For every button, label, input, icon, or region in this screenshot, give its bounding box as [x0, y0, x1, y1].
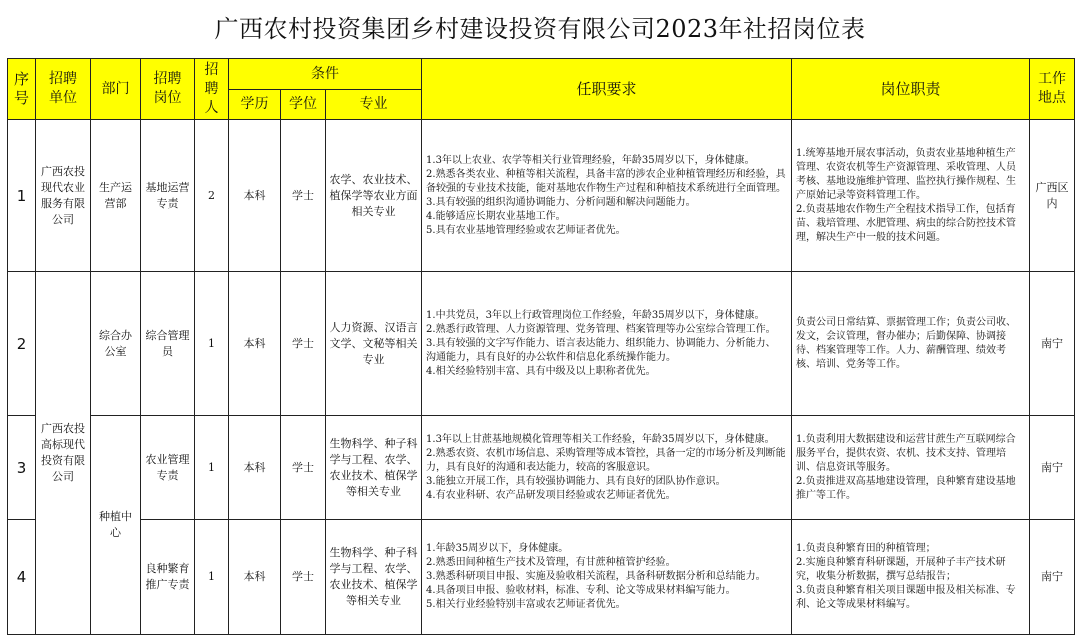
header-major: 专业	[326, 90, 422, 120]
education-cell: 本科	[229, 272, 281, 416]
degree-cell: 学士	[281, 520, 326, 635]
education-cell: 本科	[229, 416, 281, 520]
page-title: 广西农村投资集团乡村建设投资有限公司2023年社招岗位表	[214, 15, 866, 43]
major-cell: 生物科学、种子科学与工程、农学、农业技术、植保学等相关专业	[326, 520, 422, 635]
duties-cell: 1.统筹基地开展农事活动，负责农业基地种植生产管理、农资农机等生产资源管理、采收管理、人员考核、基地设施维护管理、监控执行操作规程、生产原始记录等资料管理工作。 2.负责基地农作物生产全程技术指导工作，包括育苗、栽培管理、水肥管理、病虫的综合防控技术管理，解决生产中一般的技术问题。	[792, 120, 1030, 272]
position-cell: 良种繁育推广专责	[141, 520, 195, 635]
header-unit: 招聘 单位	[36, 59, 91, 120]
dept-cell: 生产运营部	[91, 120, 141, 272]
recruitment-table	[7, 58, 1075, 635]
degree-cell: 学士	[281, 272, 326, 416]
duties-cell: 1.负责良种繁育田的种植管理； 2.实施良种繁育科研课题，开展种子丰产技术研究，收集分析数据，撰写总结报告； 3.负责良种繁育相关项目课题申报及相关标准、专利、论文等成果材料编写。	[792, 520, 1030, 635]
count-cell: 1	[195, 520, 229, 635]
count-cell: 1	[195, 272, 229, 416]
position-cell: 农业管理专责	[141, 416, 195, 520]
table-row	[8, 272, 1075, 416]
seq-cell: 4	[8, 520, 36, 635]
major-cell: 生物科学、种子科学与工程、农学、农业技术、植保学等相关专业	[326, 416, 422, 520]
unit-cell: 广西农投现代农业服务有限公司	[36, 120, 91, 272]
seq-cell: 2	[8, 272, 36, 416]
location-cell: 南宁	[1030, 416, 1075, 520]
education-cell: 本科	[229, 520, 281, 635]
header-count: 招 聘 人	[195, 59, 229, 120]
header-education: 学历	[229, 90, 281, 120]
requirements-cell: 1.3年以上农业、农学等相关行业管理经验，年龄35周岁以下，身体健康。 2.熟悉各类农业、种植等相关流程，具备丰富的涉农企业种植管理经历和经验，具备较强的专业技术技能，能对基地农作物生产过程和种植技术系统进行全面管理。 3.具有较强的组织沟通协调能力、分析问题和解决问题能力。 4.能够适应长期农业基地工作。 5.具有农业基地管理经验或农艺师证者优先。	[422, 120, 792, 272]
header-duties: 岗位职责	[792, 59, 1030, 120]
seq-cell: 3	[8, 416, 36, 520]
dept-cell: 种植中心	[91, 416, 141, 635]
count-cell: 2	[195, 120, 229, 272]
unit-cell: 广西农投高标现代投资有限公司	[36, 272, 91, 635]
requirements-cell: 1.中共党员，3年以上行政管理岗位工作经验，年龄35周岁以下，身体健康。 2.熟悉行政管理、人力资源管理、党务管理、档案管理等办公室综合管理工作。 3.具有较强的文字写作能力、语言表达能力、组织能力、协调能力、分析能力、 沟通能力，具有良好的办公软件和信息化系统操作能力。 4.相关经验特别丰富、具有中级及以上职称者优先。	[422, 272, 792, 416]
degree-cell: 学士	[281, 120, 326, 272]
duties-cell: 1.负责利用大数据建设和运营甘蔗生产互联网综合服务平台，提供农资、农机、技术支持、管理培训、信息资讯等服务。 2.负责推进双高基地建设管理，良种繁育建设基地推广等工作。	[792, 416, 1030, 520]
major-cell: 农学、农业技术、植保学等农业方面相关专业	[326, 120, 422, 272]
header-seq: 序 号	[8, 59, 36, 120]
table-row	[8, 120, 1075, 272]
header-degree: 学位	[281, 90, 326, 120]
table-row	[8, 416, 1075, 520]
degree-cell: 学士	[281, 416, 326, 520]
requirements-cell: 1.年龄35周岁以下，身体健康。 2.熟悉田间种植生产技术及管理，有甘蔗种植管护经验。 3.熟悉科研项目申报、实施及验收相关流程，具备科研数据分析和总结能力。 4.具备项目申报、验收材料，标准、专利、论文等成果材料编写能力。 5.相关行业经验特别丰富或农艺师证者优先。	[422, 520, 792, 635]
header-position: 招聘 岗位	[141, 59, 195, 120]
seq-cell: 1	[8, 120, 36, 272]
location-cell: 广西区内	[1030, 120, 1075, 272]
requirements-cell: 1.3年以上甘蔗基地规模化管理等相关工作经验，年龄35周岁以下，身体健康。 2.熟悉农资、农机市场信息、采购管理等成本管控，具备一定的市场分析及判断能力，具有良好的沟通和表达能力，较高的客服意识。 3.能独立开展工作，具有较强协调能力、具有良好的团队协作意识。 4.有农业科研、农产品研发项目经验或农艺师证者优先。	[422, 416, 792, 520]
dept-cell: 综合办公室	[91, 272, 141, 416]
location-cell: 南宁	[1030, 272, 1075, 416]
count-cell: 1	[195, 416, 229, 520]
header-dept: 部门	[91, 59, 141, 120]
table-row	[8, 520, 1075, 635]
education-cell: 本科	[229, 120, 281, 272]
position-cell: 综合管理员	[141, 272, 195, 416]
major-cell: 人力资源、汉语言文学、文秘等相关专业	[326, 272, 422, 416]
header-conditions: 条件	[229, 59, 422, 90]
header-requirements: 任职要求	[422, 59, 792, 120]
duties-cell: 负责公司日常结算、票据管理工作；负责公司收、发文，会议管理，督办催办；后勤保障、协调接待、档案管理等工作。人力、薪酬管理、绩效考核、培训、党务等工作。	[792, 272, 1030, 416]
location-cell: 南宁	[1030, 520, 1075, 635]
position-cell: 基地运营专责	[141, 120, 195, 272]
header-location: 工作 地点	[1030, 59, 1075, 120]
